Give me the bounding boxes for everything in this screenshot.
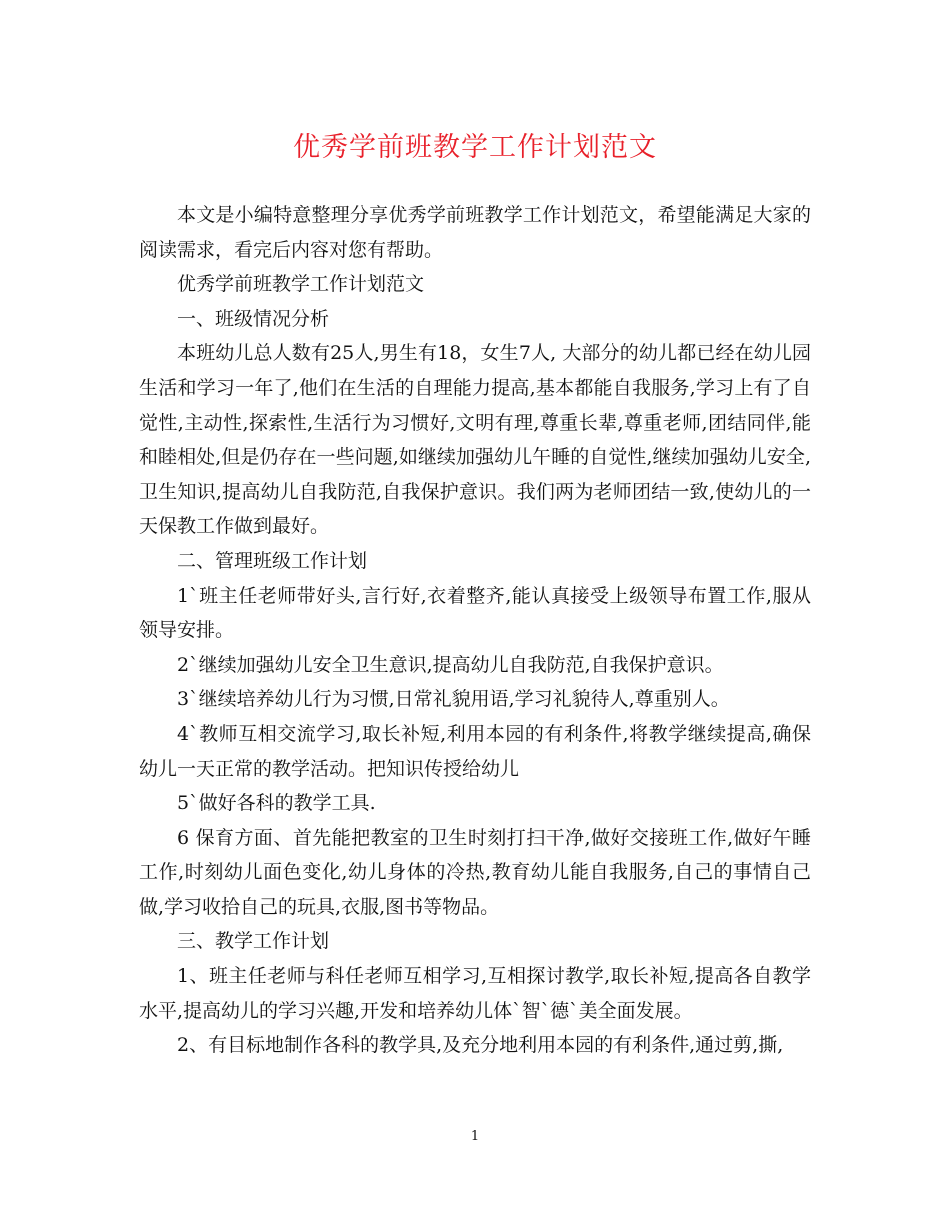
management-item-2: 2`继续加强幼儿安全卫生意识,提高幼儿自我防范,自我保护意识。 xyxy=(177,653,724,676)
management-item-5: 5`做好各科的教学工具. xyxy=(177,792,376,815)
teaching-item-2: 2、有目标地制作各科的教学具,及充分地利用本园的有利条件,通过剪,撕, xyxy=(177,1034,784,1057)
intro-paragraph: 本文是小编特意整理分享优秀学前班教学工作计划范文，希望能满足大家的阅读需求，看完后内容对您有帮助。 xyxy=(139,204,811,261)
section-heading-class-analysis: 一、班级情况分析 xyxy=(177,307,330,330)
class-analysis-paragraph: 本班幼儿总人数有25人,男生有18，女生7人, 大部分的幼儿都已经在幼儿园生活和学习一年了,他们在生活的自理能力提高,基本都能自我服务,学习上有了自觉性,主动性,探索性,生活行为习惯好,文明有理,尊重长辈,尊重老师,团结同伴,能和睦相处,但是仍存在一些问题,如继续加强幼儿午睡的自觉性,继续加强幼儿安全,卫生知识,提高幼儿自我防范,自我保护意识。我们两为老师团结一致,使幼儿的一天保教工作做到最好。 xyxy=(139,342,811,538)
document-title: 优秀学前班教学工作计划范文 xyxy=(293,132,657,163)
management-item-1: 1`班主任老师带好头,言行好,衣着整齐,能认真接受上级领导布置工作,服从领导安排。 xyxy=(139,584,811,642)
document-body xyxy=(139,198,811,1063)
section-heading-teaching-plan: 三、教学工作计划 xyxy=(177,930,330,953)
teaching-item-1: 1、班主任老师与科任老师互相学习,互相探讨教学,取长补短,提高各自教学水平,提高幼儿的学习兴趣,开发和培养幼儿体`智`德`美全面发展。 xyxy=(139,965,811,1022)
management-item-6: 6 保育方面、首先能把教室的卫生时刻打扫干净,做好交接班工作,做好午睡工作,时刻幼儿面色变化,幼儿身体的冷热,教育幼儿能自我服务,自己的事情自己做,学习收拾自己的玩具,衣服,图书等物品。 xyxy=(139,826,811,918)
management-item-4: 4`教师互相交流学习,取长补短,利用本园的有利条件,将教学继续提高,确保幼儿一天正常的教学活动。把知识传授给幼儿 xyxy=(139,722,811,780)
management-item-3: 3`继续培养幼儿行为习惯,日常礼貌用语,学习礼貌待人,尊重别人。 xyxy=(177,688,730,711)
section-heading-class-management: 二、管理班级工作计划 xyxy=(177,549,368,572)
subtitle-paragraph: 优秀学前班教学工作计划范文 xyxy=(177,273,425,296)
page-number: 1 xyxy=(470,1129,480,1144)
